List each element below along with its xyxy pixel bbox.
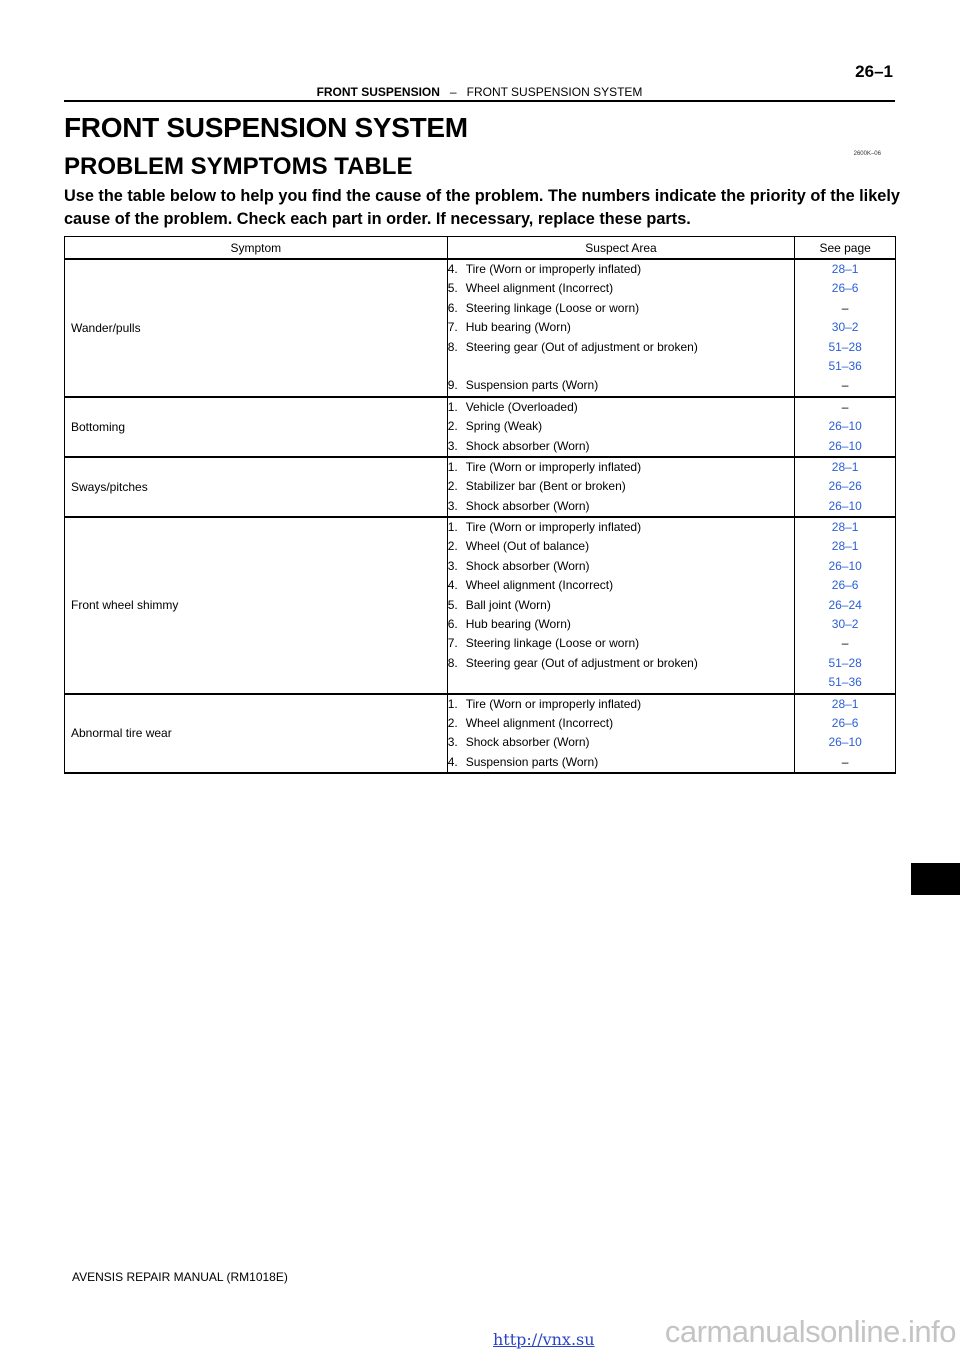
suspect-priority: 2.	[447, 419, 458, 434]
suspect-priority: 4.	[447, 578, 458, 593]
suspect-item	[448, 357, 795, 376]
suspect-item	[448, 279, 795, 298]
reference-code: 2600K–06	[853, 151, 881, 157]
see-page-cell	[795, 694, 896, 774]
suspect-text: Wheel alignment (Incorrect)	[465, 281, 614, 296]
suspect-item	[448, 673, 795, 692]
table-row	[65, 694, 896, 774]
suspect-text: Tire (Worn or improperly inflated)	[465, 520, 642, 535]
suspect-text: Tire (Worn or improperly inflated)	[465, 262, 642, 276]
suspect-priority: 1.	[447, 520, 458, 535]
suspect-priority: 2.	[447, 715, 458, 730]
table-header-row	[65, 237, 896, 260]
page-number: 26–1	[855, 62, 893, 81]
suspect-text: Suspension parts (Worn)	[465, 754, 599, 769]
suspect-item	[448, 497, 795, 516]
suspect-priority: 2.	[447, 539, 458, 554]
suspect-item	[448, 557, 795, 576]
suspect-priority: 5.	[447, 281, 458, 296]
watermark-link[interactable]: http://vnx.su	[493, 1330, 595, 1349]
suspect-priority: 6.	[447, 300, 458, 315]
suspect-text: Suspension parts (Worn)	[465, 378, 599, 393]
suspect-priority: 1.	[447, 696, 458, 711]
suspect-text: Wheel alignment (Incorrect)	[465, 578, 614, 593]
suspect-item	[448, 695, 795, 714]
suspect-priority: 1.	[447, 399, 458, 414]
suspect-text: Shock absorber (Worn)	[465, 558, 590, 573]
running-header	[64, 84, 895, 102]
suspect-text: Steering gear (Out of adjustment or broken)	[465, 339, 698, 354]
symptom-cell: Wander/pulls	[65, 259, 448, 397]
suspect-area-cell	[447, 517, 795, 694]
suspect-item	[448, 338, 795, 357]
suspect-text: Tire (Worn or improperly inflated)	[465, 459, 642, 474]
suspect-item	[448, 376, 795, 395]
suspect-text: Hub bearing (Worn)	[465, 617, 571, 632]
page-ref-link[interactable]: 26–10	[828, 735, 862, 750]
see-page-cell	[795, 397, 896, 457]
suspect-item	[448, 518, 795, 537]
suspect-text: Stabilizer bar (Bent or broken)	[465, 479, 626, 494]
suspect-priority: 6.	[447, 617, 458, 632]
suspect-item	[448, 458, 795, 477]
header-see-page: See page	[795, 237, 896, 260]
suspect-item	[448, 477, 795, 496]
watermark-site: carmanualsonline.info	[664, 1314, 956, 1349]
suspect-priority: 5.	[447, 597, 458, 612]
page-ref-link[interactable]: 28–1	[831, 520, 859, 535]
header-section: FRONT SUSPENSION SYSTEM	[466, 85, 643, 99]
suspect-item	[448, 753, 795, 772]
suspect-item	[448, 596, 795, 615]
page-ref-none: –	[841, 300, 849, 315]
page-ref-link[interactable]: 26–6	[831, 578, 859, 593]
suspect-priority: 3.	[447, 438, 458, 453]
suspect-item	[448, 318, 795, 337]
page-ref-link[interactable]: 26–10	[828, 419, 862, 434]
header-symptom: Symptom	[65, 237, 448, 260]
page-title: FRONT SUSPENSION SYSTEM	[64, 112, 468, 143]
see-page-cell	[795, 259, 896, 397]
suspect-text: Shock absorber (Worn)	[465, 438, 590, 453]
section-tab-marker	[911, 863, 960, 895]
page-ref-none: –	[841, 636, 849, 651]
suspect-area-cell	[447, 259, 795, 397]
page-ref-link[interactable]: 28–1	[831, 539, 859, 554]
suspect-priority: 7.	[447, 636, 458, 651]
page-ref-link[interactable]: 26–24	[828, 597, 862, 612]
header-chapter: FRONT SUSPENSION	[316, 85, 440, 99]
suspect-text: Shock absorber (Worn)	[465, 735, 590, 750]
suspect-text: Vehicle (Overloaded)	[465, 399, 578, 414]
suspect-priority: 2.	[447, 479, 458, 494]
suspect-priority: 3.	[447, 735, 458, 750]
suspect-priority: 8.	[447, 655, 458, 670]
suspect-area-cell	[447, 694, 795, 774]
suspect-priority: 4.	[447, 754, 458, 769]
table-body	[65, 259, 896, 773]
suspect-item	[448, 537, 795, 556]
symptom-cell: Bottoming	[65, 397, 448, 457]
symptom-cell: Front wheel shimmy	[65, 517, 448, 694]
suspect-priority: 8.	[447, 339, 458, 354]
suspect-text: Hub bearing (Worn)	[465, 320, 571, 335]
suspect-priority: 7.	[447, 320, 458, 335]
page-ref-link[interactable]: 51–36	[828, 358, 862, 373]
suspect-text: Tire (Worn or improperly inflated)	[465, 696, 642, 711]
page-ref-link[interactable]: 28–1	[831, 696, 859, 711]
symptom-cell: Abnormal tire wear	[65, 694, 448, 774]
page-ref-link[interactable]: 51–28	[828, 339, 862, 354]
suspect-item	[448, 714, 795, 733]
suspect-item	[448, 299, 795, 318]
suspect-priority: 3.	[447, 498, 458, 513]
suspect-text: Shock absorber (Worn)	[465, 498, 590, 513]
suspect-item	[448, 417, 795, 436]
suspect-area-cell	[447, 457, 795, 517]
page-ref-link[interactable]: 30–2	[831, 320, 859, 335]
suspect-text: Wheel alignment (Incorrect)	[465, 715, 614, 730]
footer-manual-id: AVENSIS REPAIR MANUAL (RM1018E)	[72, 1270, 288, 1284]
suspect-text: Steering gear (Out of adjustment or broken)	[465, 655, 698, 670]
suspect-text: Spring (Weak)	[465, 419, 543, 434]
suspect-item	[448, 260, 795, 279]
suspect-item	[448, 654, 795, 673]
suspect-item	[448, 398, 795, 417]
page-ref-none: –	[841, 378, 849, 393]
symptom-cell: Sways/pitches	[65, 457, 448, 517]
suspect-item	[448, 615, 795, 634]
page-ref-link[interactable]: 26–10	[828, 438, 862, 453]
page-ref-link[interactable]: 28–1	[831, 459, 859, 474]
header-separator: –	[449, 85, 457, 99]
suspect-text: Wheel (Out of balance)	[465, 539, 590, 554]
page-ref-link[interactable]: 26–10	[828, 558, 862, 573]
table-row	[65, 517, 896, 694]
page-ref-none: –	[841, 754, 849, 769]
page-ref-link[interactable]: 26–10	[828, 498, 862, 513]
problem-symptoms-table	[64, 236, 896, 774]
page-ref-link[interactable]: 30–2	[831, 617, 859, 632]
suspect-priority: 3.	[447, 558, 458, 573]
suspect-item	[448, 634, 795, 653]
intro-paragraph: Use the table below to help you find the cause of the problem. The numbers indicate the priority of the likely cause of the problem. Check each part in order. If necessary, replace these parts.	[64, 187, 900, 228]
page-ref-link[interactable]: 51–28	[828, 655, 862, 670]
suspect-priority: 4.	[447, 262, 458, 276]
table-row	[65, 259, 896, 397]
page-ref-link[interactable]: 26–26	[828, 479, 862, 494]
suspect-area-cell	[447, 397, 795, 457]
page-ref-link[interactable]: 26–6	[831, 281, 859, 296]
suspect-priority: 1.	[447, 459, 458, 474]
header-suspect-area: Suspect Area	[447, 237, 795, 260]
page-ref-link[interactable]: 28–1	[831, 262, 859, 276]
section-title: PROBLEM SYMPTOMS TABLE	[64, 153, 413, 180]
see-page-cell	[795, 517, 896, 694]
suspect-text: Steering linkage (Loose or worn)	[465, 300, 640, 315]
suspect-text: Steering linkage (Loose or worn)	[465, 636, 640, 651]
suspect-text: Ball joint (Worn)	[465, 597, 551, 612]
suspect-item	[448, 733, 795, 752]
table-row	[65, 397, 896, 457]
suspect-item	[448, 437, 795, 456]
suspect-priority: 9.	[447, 378, 458, 393]
see-page-cell	[795, 457, 896, 517]
table-row	[65, 457, 896, 517]
page-ref-link[interactable]: 51–36	[828, 675, 862, 690]
page-ref-link[interactable]: 26–6	[831, 715, 859, 730]
page-ref-none: –	[841, 399, 849, 414]
suspect-item	[448, 576, 795, 595]
